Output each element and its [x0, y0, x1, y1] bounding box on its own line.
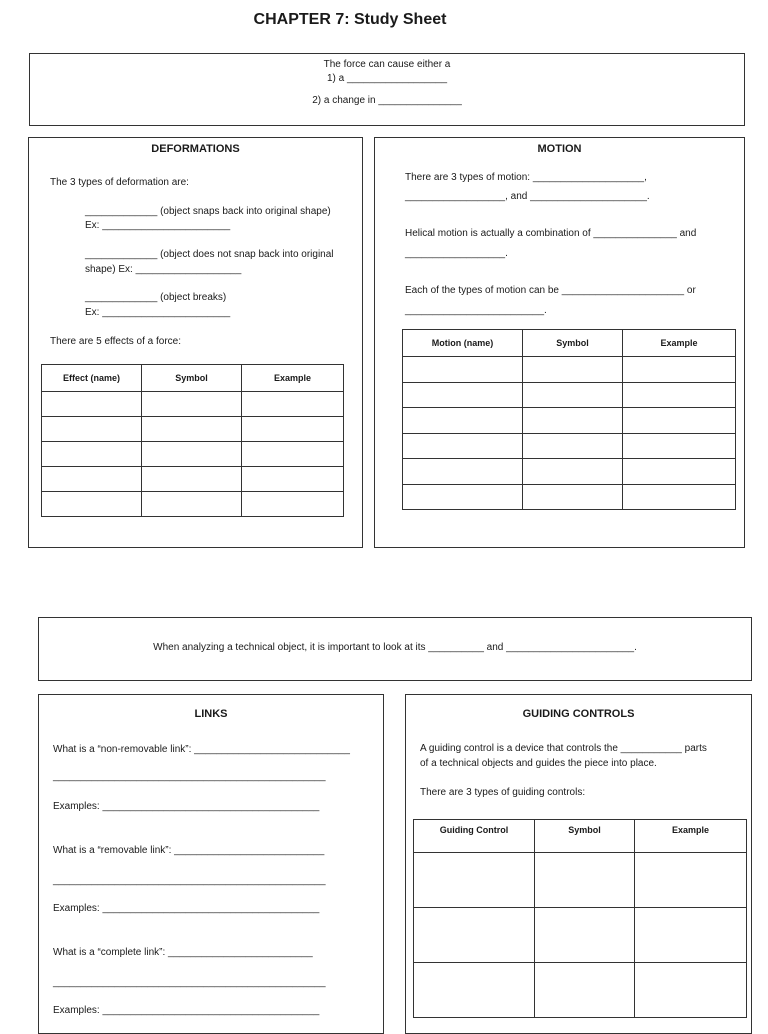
motion-header-name: Motion (name): [403, 330, 523, 357]
table-row: [403, 357, 736, 383]
motion-heading: MOTION: [537, 143, 582, 155]
motion-types-line-2: __________________, and _____________________.: [405, 191, 650, 202]
links-section: [38, 694, 384, 1034]
table-row: [403, 459, 736, 485]
guiding-definition-line-1: A guiding control is a device that controls the ___________ parts: [420, 743, 707, 754]
guiding-header-name: Guiding Control: [414, 820, 535, 853]
table-row: [42, 392, 344, 417]
deformations-intro: The 3 types of deformation are:: [50, 177, 189, 188]
table-row: [42, 442, 344, 467]
intro-line-2: 1) a __________________: [326, 73, 448, 84]
table-row: [414, 963, 747, 1018]
guiding-controls-section: [405, 694, 752, 1034]
plastic-deformation-line: _____________ (object does not snap back into original: [85, 249, 334, 260]
table-row: [414, 853, 747, 908]
motion-header-example: Example: [623, 330, 736, 357]
page-title: CHAPTER 7: Study Sheet: [253, 11, 447, 28]
effects-header-example: Example: [242, 365, 344, 392]
plastic-example-line: shape) Ex: ___________________: [85, 264, 242, 275]
answer-line: _________________________________________________: [53, 875, 326, 886]
force-intro-box: [29, 53, 745, 126]
links-heading: LINKS: [194, 708, 228, 720]
fracture-deformation-line: _____________ (object breaks): [85, 292, 227, 303]
motion-types-line-1: There are 3 types of motion: ____________________,: [405, 172, 647, 183]
effects-header-symbol: Symbol: [142, 365, 242, 392]
guiding-header-example: Example: [635, 820, 747, 853]
helical-motion-line-2: __________________.: [405, 248, 508, 259]
examples-line: Examples: _______________________________________: [53, 801, 320, 812]
table-row: [403, 433, 736, 459]
table-row: [42, 492, 344, 517]
motion-section: [374, 137, 745, 548]
table-row: [403, 408, 736, 434]
motion-header-symbol: Symbol: [523, 330, 623, 357]
motion-kind-line-1: Each of the types of motion can be ______________________ or: [405, 285, 696, 296]
helical-motion-line-1: Helical motion is actually a combination of _______________ and: [405, 228, 697, 239]
analysis-box: [38, 617, 752, 681]
deformations-heading: DEFORMATIONS: [151, 143, 240, 155]
effects-table: [41, 364, 344, 517]
table-row: [414, 908, 747, 963]
examples-line: Examples: _______________________________________: [53, 1005, 320, 1016]
guiding-definition-line-2: of a technical objects and guides the piece into place.: [420, 758, 657, 769]
effects-intro: There are 5 effects of a force:: [50, 336, 181, 347]
table-row: [42, 467, 344, 492]
guiding-types-intro: There are 3 types of guiding controls:: [420, 787, 586, 798]
intro-line-1: The force can cause either a: [323, 59, 451, 70]
removable-link-question: What is a “removable link”: ___________________________: [53, 845, 325, 856]
answer-line: _________________________________________________: [53, 771, 326, 782]
fracture-example-line: Ex: _______________________: [85, 307, 231, 318]
guiding-controls-table: [413, 819, 747, 1018]
complete-link-question: What is a “complete link”: __________________________: [53, 947, 313, 958]
motion-table: [402, 329, 736, 510]
elastic-deformation-line: _____________ (object snaps back into original shape): [85, 206, 331, 217]
table-row: [42, 417, 344, 442]
examples-line: Examples: _______________________________________: [53, 903, 320, 914]
effects-header-name: Effect (name): [42, 365, 142, 392]
table-row: [403, 484, 736, 510]
analysis-text: When analyzing a technical object, it is important to look at its __________ and _______________________.: [153, 642, 637, 653]
guiding-header-symbol: Symbol: [535, 820, 635, 853]
table-row: [403, 382, 736, 408]
elastic-example-line: Ex: _______________________: [85, 220, 231, 231]
guiding-controls-heading: GUIDING CONTROLS: [522, 708, 635, 720]
deformations-section: [28, 137, 363, 548]
non-removable-link-question: What is a “non-removable link”: ____________________________: [53, 744, 350, 755]
answer-line: _________________________________________________: [53, 977, 326, 988]
intro-line-3: 2) a change in _______________: [312, 95, 462, 106]
motion-kind-line-2: _________________________.: [405, 305, 547, 316]
